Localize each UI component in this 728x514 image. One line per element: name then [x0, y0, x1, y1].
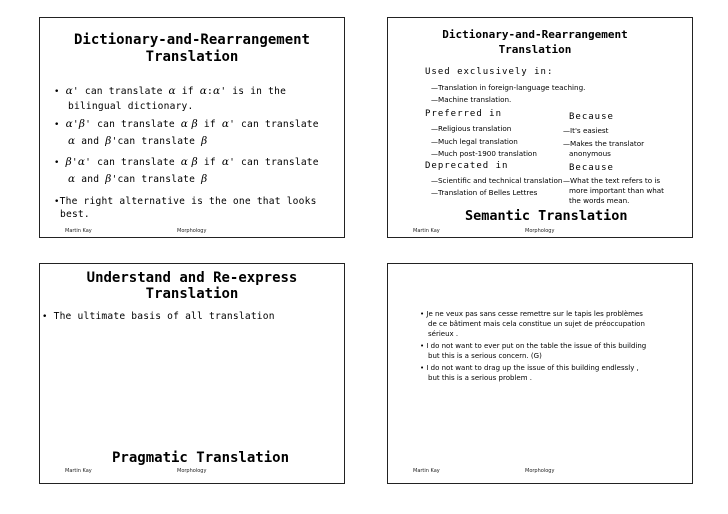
- slide-title-line2: Translation: [145, 49, 239, 65]
- slide-title-line2: Translation: [498, 43, 572, 56]
- example-item: • I do not want to ever put on the table the issue of this building: [420, 342, 647, 350]
- deprecated-heading: Deprecated in: [425, 161, 509, 171]
- deprecated-item: —Translation of Belles Lettres: [431, 188, 538, 197]
- slide-dictionary-rearrangement: [39, 17, 345, 238]
- slide-semantic-translation: [387, 17, 693, 238]
- preferred-heading: Preferred in: [425, 109, 503, 119]
- bullet-3-line2: α and β'can translate β: [68, 173, 208, 185]
- because-item: the words mean.: [569, 196, 630, 205]
- example-item-line: but this is a serious problem .: [428, 374, 532, 382]
- slide-translation-examples: [387, 263, 693, 484]
- because-item: —It's easiest: [563, 126, 609, 135]
- bullet-4-line2: best.: [60, 209, 90, 220]
- preferred-item: —Religious translation: [431, 124, 512, 133]
- preferred-item: —Much legal translation: [431, 137, 518, 146]
- bullet-4-line1: •The right alternative is the one that looks: [54, 196, 317, 207]
- slide-title-line1: Dictionary-and-Rearrangement: [73, 32, 310, 48]
- bullet-icon: •: [54, 87, 60, 97]
- bullet-icon: •: [54, 120, 60, 130]
- bullet-2-line2: α and β'can translate β: [68, 135, 208, 147]
- used-item: —Machine translation.: [431, 95, 512, 104]
- footer-author: Martin Kay: [413, 228, 440, 234]
- bullet-1-line2: bilingual dictionary.: [68, 101, 194, 112]
- bullet-3-line1: • β'α' can translate α β if α' can translate: [54, 156, 319, 168]
- because-heading: Because: [569, 163, 614, 173]
- footer-topic: Morphology: [177, 468, 207, 474]
- example-item-line: sérieux .: [428, 330, 459, 338]
- footer-topic: Morphology: [525, 228, 555, 234]
- example-item: • Je ne veux pas sans cesse remettre sur le tapis les problèmes: [420, 310, 643, 318]
- semantic-translation-label: Semantic Translation: [465, 208, 628, 224]
- bullet-icon: •: [420, 342, 425, 350]
- used-heading: Used exclusively in:: [425, 67, 554, 77]
- slide-title-line1: Understand and Re-express: [86, 270, 298, 286]
- preferred-item: —Much post-1900 translation: [431, 149, 537, 158]
- footer-author: Martin Kay: [65, 468, 92, 474]
- deprecated-item: —Scientific and technical translation: [431, 176, 563, 185]
- footer-author: Martin Kay: [65, 228, 92, 234]
- slide-pragmatic-translation: [39, 263, 345, 484]
- bullet-icon: •: [54, 197, 60, 207]
- example-item-line: de ce bâtiment mais cela constitue un sujet de préoccupation: [428, 320, 645, 328]
- bullet-icon: •: [420, 364, 425, 372]
- because-item: —What the text refers to is: [563, 176, 661, 185]
- slide-title-line2: Translation: [145, 286, 239, 302]
- pragmatic-translation-label: Pragmatic Translation: [112, 450, 290, 466]
- bullet-2-line1: • α'β' can translate α β if α' can translate: [54, 118, 319, 130]
- bullet-1-line1: • α' can translate α if α:α' is in the: [54, 85, 287, 97]
- example-item: • I do not want to drag up the issue of this building endlessly ,: [420, 364, 639, 372]
- bullet-line: • The ultimate basis of all translation: [42, 311, 275, 322]
- example-item-line: but this is a serious concern. (G): [428, 352, 542, 360]
- because-item: anonymous: [569, 149, 611, 158]
- slide-title-line1: Dictionary-and-Rearrangement: [442, 28, 628, 41]
- footer-topic: Morphology: [525, 468, 555, 474]
- because-heading: Because: [569, 112, 614, 122]
- bullet-icon: •: [42, 312, 48, 322]
- bullet-icon: •: [420, 310, 425, 318]
- because-item: more important than what: [569, 186, 664, 195]
- bullet-icon: •: [54, 158, 60, 168]
- used-item: —Translation in foreign-language teaching.: [431, 83, 586, 92]
- because-item: —Makes the translator: [563, 139, 645, 148]
- footer-author: Martin Kay: [413, 468, 440, 474]
- footer-topic: Morphology: [177, 228, 207, 234]
